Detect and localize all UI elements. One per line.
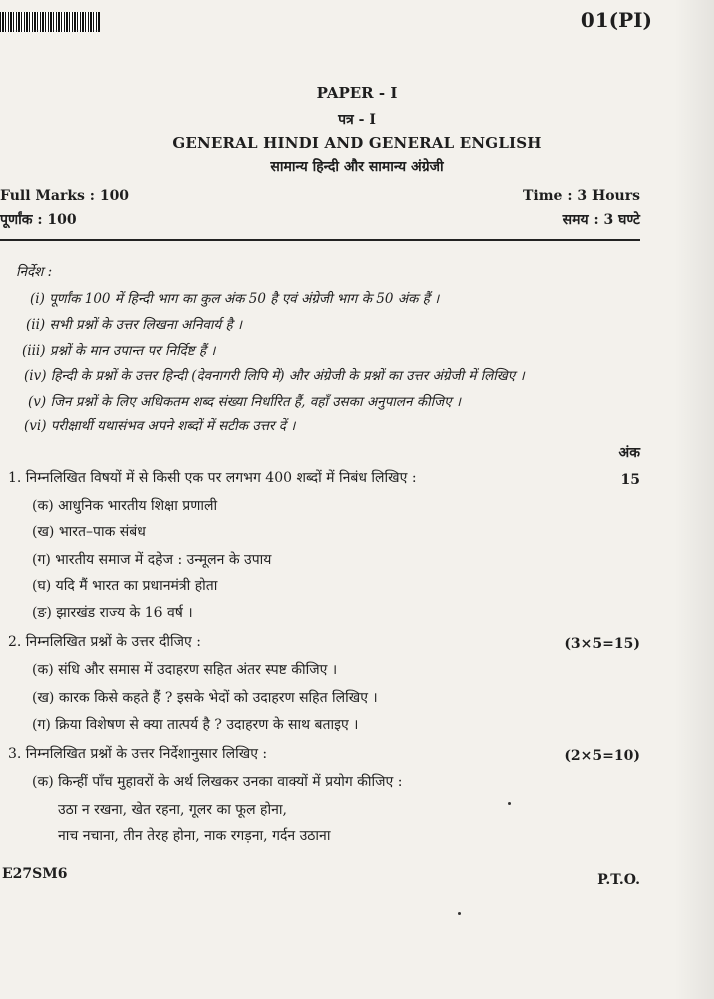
paper-number: PAPER - I: [316, 84, 398, 102]
barcode: [0, 12, 100, 32]
question-2-marks: (3×5=15): [564, 636, 640, 652]
question-2-option: (ख) कारक किसे कहते हैं ? इसके भेदों को उदाहरण सहित लिखिए ।: [32, 690, 378, 706]
instruction-item: (i) पूर्णांक 100 में हिन्दी भाग का कुल अंक 50 है एवं अंग्रेजी भाग के 50 अंक हैं ।: [30, 291, 440, 307]
footer-pto: P.T.O.: [597, 872, 640, 888]
footer-code: E27SM6: [2, 866, 68, 882]
question-3: 3. निम्नलिखित प्रश्नों के उत्तर निर्देशानुसार लिखिए :: [8, 746, 268, 762]
full-marks-english: Full Marks : 100: [0, 188, 130, 204]
subject-title-hindi: सामान्य हिन्दी और सामान्य अंग्रेजी: [270, 159, 444, 175]
question-2-option: (ग) क्रिया विशेषण से क्या तात्पर्य है ? उदाहरण के साथ बताइए ।: [32, 717, 359, 733]
paper-number-hindi: पत्र - I: [338, 112, 376, 128]
question-2-option: (क) संधि और समास में उदाहरण सहित अंतर स्पष्ट कीजिए ।: [32, 662, 338, 678]
instruction-item: (iv) हिन्दी के प्रश्नों के उत्तर हिन्दी (देवनागरी लिपि में) और अंग्रेजी के प्रश्नों का उत्तर अंग्रेजी में लिखिए ।: [24, 368, 525, 384]
question-3-option: (क) किन्हीं पाँच मुहावरों के अर्थ लिखकर उनका वाक्यों में प्रयोग कीजिए :: [32, 774, 403, 790]
instructions-heading: निर्देश :: [16, 264, 53, 280]
instruction-item: (ii) सभी प्रश्नों के उत्तर लिखना अनिवार्य है ।: [26, 317, 243, 333]
question-1-option: (क) आधुनिक भारतीय शिक्षा प्रणाली: [32, 498, 218, 514]
speck-mark: [508, 802, 511, 805]
marks-column-heading: अंक: [618, 445, 640, 461]
time-hindi: समय : 3 घण्टे: [562, 212, 640, 228]
question-3-idioms-line: नाच नचाना, तीन तेरह होना, नाक रगड़ना, गर्दन उठाना: [58, 828, 331, 844]
question-1-option: (घ) यदि मैं भारत का प्रधानमंत्री होता: [32, 578, 218, 594]
instruction-item: (iii) प्रश्नों के मान उपान्त पर निर्दिष्ट हैं ।: [22, 343, 216, 359]
question-1-marks: 15: [620, 472, 640, 488]
instruction-item: (vi) परीक्षार्थी यथासंभव अपने शब्दों में सटीक उत्तर दें ।: [24, 418, 296, 434]
question-3-idioms-line: उठा न रखना, खेत रहना, गूलर का फूल होना,: [58, 802, 287, 818]
instruction-item: (v) जिन प्रश्नों के लिए अधिकतम शब्द संख्या निर्धारित हैं, वहाँ उसका अनुपालन कीजिए ।: [28, 394, 461, 410]
question-3-marks: (2×5=10): [564, 748, 640, 764]
time-english: Time : 3 Hours: [523, 188, 640, 204]
question-1-option: (ङ) झारखंड राज्य के 16 वर्ष ।: [32, 605, 193, 621]
question-1-option: (ख) भारत–पाक संबंध: [32, 524, 146, 540]
question-1-option: (ग) भारतीय समाज में दहेज : उन्मूलन के उपाय: [32, 552, 272, 568]
question-1: 1. निम्नलिखित विषयों में से किसी एक पर लगभग 400 शब्दों में निबंध लिखिए :: [8, 470, 417, 486]
question-2: 2. निम्नलिखित प्रश्नों के उत्तर दीजिए :: [8, 634, 201, 650]
full-marks-hindi: पूर्णांक : 100: [0, 212, 77, 228]
header-rule: [0, 239, 640, 241]
speck-mark: [458, 912, 461, 915]
paper-code: 01(PI): [580, 8, 652, 32]
subject-title-english: GENERAL HINDI AND GENERAL ENGLISH: [172, 134, 542, 152]
